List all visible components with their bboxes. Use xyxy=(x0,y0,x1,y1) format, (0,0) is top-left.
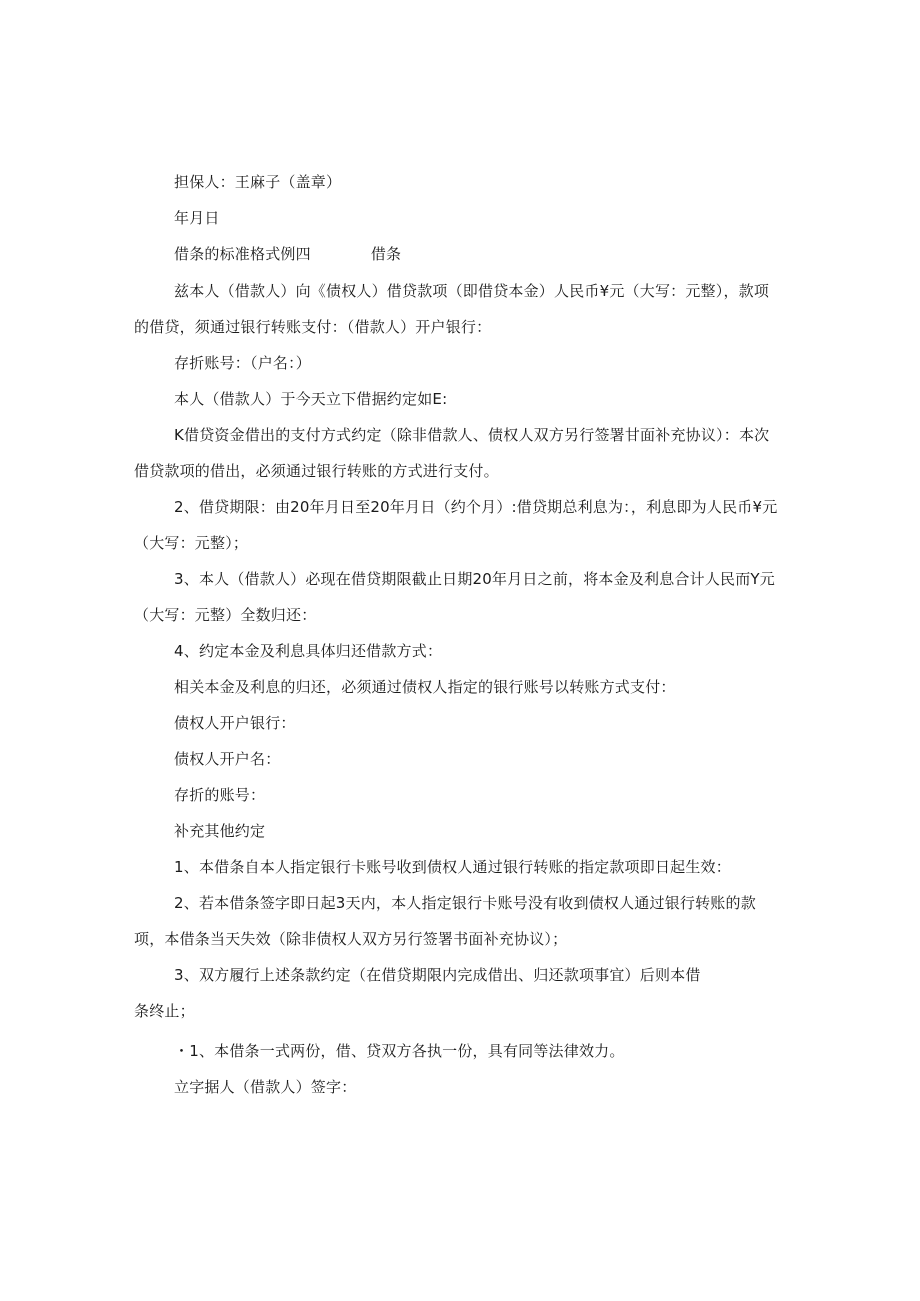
supplement-3-line-2: 条终止； xyxy=(134,1002,195,1020)
creditor-account: 存折的账号： xyxy=(174,786,266,804)
supplement-2-line-1: 2、若本借条签字即日起3天内，本人指定银行卡账号没有收到债权人通过银行转账的款 xyxy=(174,894,756,912)
intro-line-1: 兹本人（借款人）向《债权人）借贷款项（即借贷本金）人民币¥元（大写：元整），款项 xyxy=(174,282,770,300)
clause-2-line-2: （大写：元整）； xyxy=(134,534,249,552)
supplement-3-line-1: 3、双方履行上述条款约定（在借贷期限内完成借出、归还款项事宜）后则本借 xyxy=(174,966,701,984)
supplement-1: 1、本借条自本人指定银行卡账号收到债权人通过银行转账的指定款项即日起生效： xyxy=(174,858,731,876)
clause-1-line-1: K借贷资金借出的支付方式约定（除非借款人、债权人双方另行签署甘面补充协议）：本次 xyxy=(174,426,770,444)
clause-3-line-1: 3、本人（借款人）必现在借贷期限截止日期20年月日之前，将本金及利息合计人民而Y元 xyxy=(174,570,775,588)
clause-4: 4、约定本金及利息具体归还借款方式： xyxy=(174,642,443,660)
agreement-intro: 本人（借款人）于今天立下借据约定如E: xyxy=(174,390,448,408)
clause-3-line-2: （大写：元整）全数归还： xyxy=(134,606,317,624)
section-title: 借条的标准格式例四 xyxy=(174,245,311,263)
section-title-right: 借条 xyxy=(370,245,402,263)
supplement-2-line-2: 项，本借条当天失效（除非债权人双方另行签署书面补充协议）； xyxy=(134,930,568,948)
repay-method: 相关本金及利息的归还，必须通过债权人指定的银行账号以转账方式支付： xyxy=(174,678,676,696)
signature-line: 立字据人（借款人）签字： xyxy=(174,1078,357,1096)
date-line: 年月日 xyxy=(174,209,220,227)
clause-1-line-2: 借贷款项的借出，必须通过银行转账的方式进行支付。 xyxy=(134,462,499,480)
passbook-line: 存折账号：（户名：） xyxy=(174,354,312,372)
clause-2-line-1: 2、借贷期限：由20年月日至20年月日（约个月）:借贷期总利息为：，利息即为人民币¥元 xyxy=(174,498,778,516)
supplement-title: 补充其他约定 xyxy=(174,822,266,840)
section-title-row xyxy=(174,244,401,264)
creditor-bank: 债权人开户银行： xyxy=(174,714,296,732)
creditor-name: 债权人开户名： xyxy=(174,750,281,768)
intro-line-2: 的借贷，须通过银行转账支付：（借款人）开户银行： xyxy=(134,318,492,336)
guarantor-line: 担保人：王麻子（盖章） xyxy=(174,173,342,191)
supplement-4: ・1、本借条一式两份，借、贷双方各执一份，具有同等法律效力。 xyxy=(174,1042,625,1060)
